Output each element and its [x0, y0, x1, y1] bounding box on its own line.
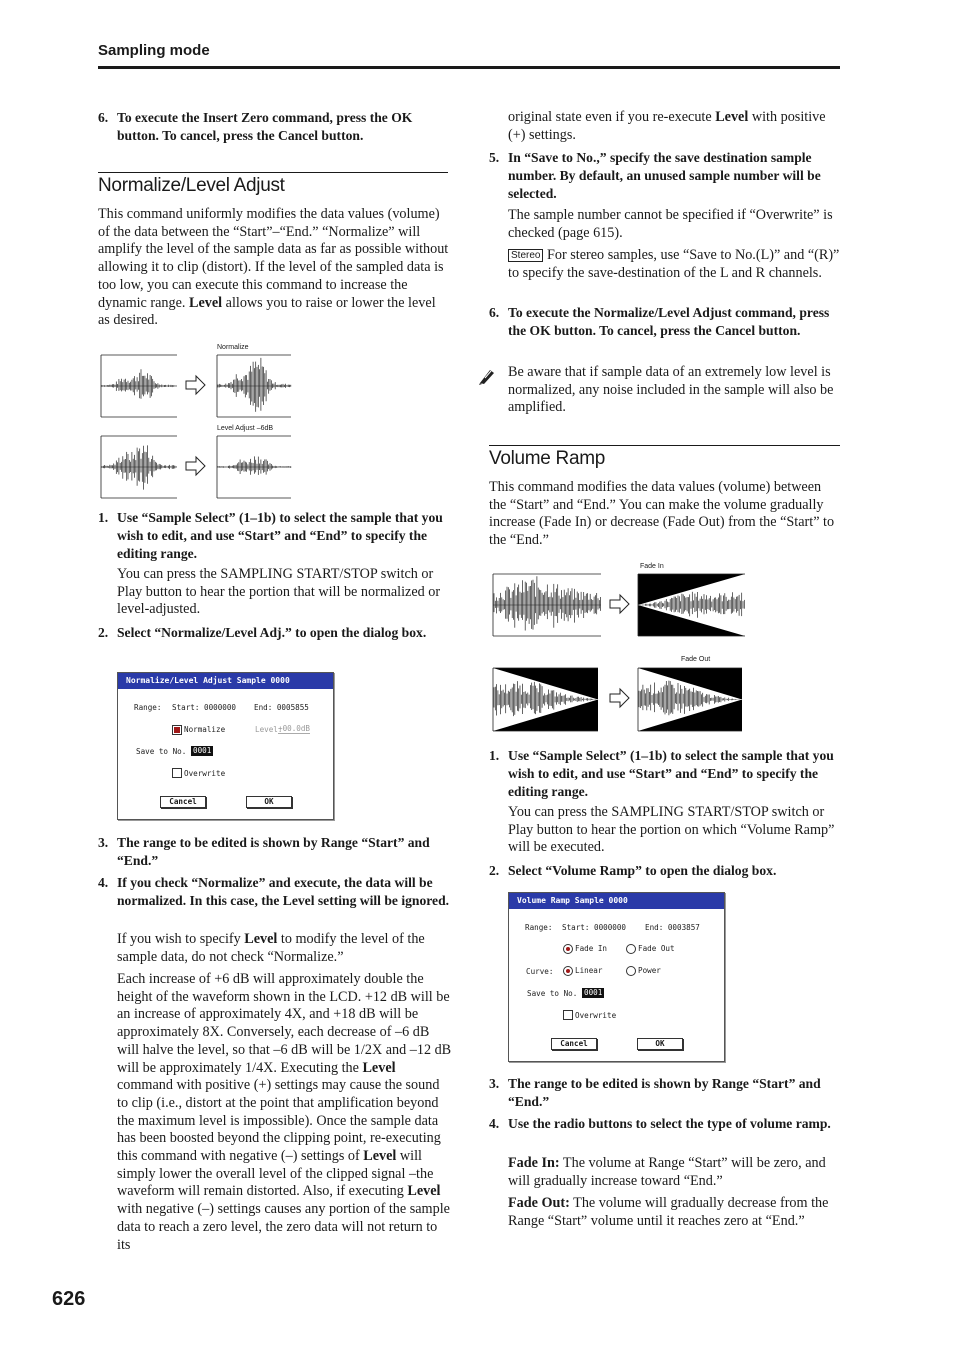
- normalize-step-6: 6. To execute the Normalize/Level Adjust command, press the OK button. To cancel, press the Cancel button.: [489, 305, 830, 338]
- range-start[interactable]: Start: 0000000: [562, 923, 627, 932]
- cancel-button[interactable]: Cancel: [160, 796, 206, 808]
- volume-step-2: 2. Select “Volume Ramp” to open the dialog box.: [489, 863, 777, 878]
- overwrite-checkbox[interactable]: [172, 768, 182, 778]
- normalize-label: Normalize: [184, 725, 226, 734]
- amplify-noise-note: Be aware that if sample data of an extremely low level is normalized, any noise included in the sample will also be amplified.: [508, 364, 834, 416]
- fig-label-fade-in: Fade In: [640, 563, 664, 570]
- normalize-step-1: 1. Use “Sample Select” (1–1b) to select the sample that you wish to edit, and use “Start” and “End” to specify the editing range.: [98, 510, 443, 561]
- dialog-title: Volume Ramp Sample 0000: [509, 893, 724, 909]
- range-label: Range:: [525, 923, 553, 932]
- volume-step-4: 4. Use the radio buttons to select the type of volume ramp.: [489, 1116, 831, 1131]
- normalize-step-1-body: You can press the SAMPLING START/STOP switch or Play button to hear the portion that will be normalized or level-adjusted.: [117, 566, 441, 618]
- waveform-level-adjusted: [217, 456, 291, 475]
- section-rule-normalize: [98, 172, 448, 173]
- normalize-intro: This command uniformly modifies the data values (volume) of the data between the “Start”–“End.” “Normalize” will amplify the level of the sample data as far as possible without allowing it to clip (distort). If the level of the sampled data is too low, you can execute this command to increase the dynamic range. Level allows you to raise or lower the level as desired.: [98, 206, 449, 329]
- linear-label: Linear: [575, 966, 603, 975]
- fade-out-label: Fade Out: [638, 944, 675, 953]
- fade-in-label: Fade In: [575, 944, 608, 953]
- level-field[interactable]: +00.0dB: [278, 724, 311, 733]
- range-end[interactable]: End: 0005855: [254, 703, 309, 712]
- overwrite-checkbox[interactable]: [563, 1010, 573, 1020]
- normalize-figure: [100, 342, 300, 504]
- fade-out-description: Fade Out: The volume will gradually decrease from the Range “Start” volume until it reaches zero at “End.”: [508, 1195, 829, 1229]
- normalize-step-4-body-1: If you wish to specify Level to modify the level of the sample data, do not check “Normalize.”: [117, 931, 425, 965]
- fade-out-radio[interactable]: [626, 944, 636, 954]
- fade-in-radio[interactable]: [563, 944, 573, 954]
- normalize-checkbox[interactable]: [172, 725, 182, 735]
- fig-label-fade-out: Fade Out: [681, 656, 711, 663]
- arrow-right-icon: [186, 376, 205, 394]
- volume-ramp-intro: This command modifies the data values (volume) between the “Start” and “End.” You can make the volume gradually increase (Fade In) or decrease (Fade Out) from the “Start” to the “End.”: [489, 479, 835, 549]
- range-label: Range:: [134, 703, 162, 712]
- volume-step-3: 3. The range to be edited is shown by Range “Start” and “End.”: [489, 1076, 821, 1109]
- waveform-original-fadeout: [493, 668, 598, 731]
- volume-step-1-body: You can press the SAMPLING START/STOP switch or Play button to hear the portion on which “Volume Ramp” will be executed.: [508, 804, 835, 856]
- arrow-right-icon: [186, 457, 205, 475]
- dialog-title: Normalize/Level Adjust Sample 0000: [118, 673, 333, 689]
- save-to-field[interactable]: 0001: [193, 746, 212, 755]
- fig-label-normalize: Normalize: [217, 344, 249, 351]
- normalize-step-2: 2. Select “Normalize/Level Adj.” to open the dialog box.: [98, 625, 427, 640]
- arrow-right-icon: [610, 689, 629, 707]
- normalize-step-5: 5. In “Save to No.,” specify the save destination sample number. By default, an unused sample number will be selected.: [489, 150, 821, 201]
- level-label: Level:: [255, 725, 283, 734]
- volume-ramp-section-title: Volume Ramp: [489, 448, 606, 469]
- linear-radio[interactable]: [563, 966, 573, 976]
- volume-ramp-dialog: [508, 892, 725, 1062]
- section-rule-volume: [489, 445, 840, 446]
- step-6-insert-zero: 6. To execute the Insert Zero command, press the OK button. To cancel, press the Cancel button.: [98, 110, 413, 143]
- cancel-button[interactable]: Cancel: [551, 1038, 597, 1050]
- stereo-badge: Stereo: [508, 249, 543, 262]
- fade-in-description: Fade In: The volume at Range “Start” will be zero, and will gradually increase toward “End.”: [508, 1155, 826, 1189]
- normalize-step-3: 3. The range to be edited is shown by Range “Start” and “End.”: [98, 835, 430, 868]
- ok-button[interactable]: OK: [637, 1038, 683, 1050]
- volume-step-1: 1. Use “Sample Select” (1–1b) to select the sample that you wish to edit, and use “Start” and “End” to specify the editing range.: [489, 748, 834, 799]
- waveform-original-1: [101, 369, 177, 399]
- range-start[interactable]: Start: 0000000: [172, 703, 237, 712]
- fig-label-level-adjust: Level Adjust –6dB: [217, 425, 274, 432]
- waveform-normalized: [217, 358, 291, 412]
- normalize-section-title: Normalize/Level Adjust: [98, 175, 285, 196]
- normalize-step-4-body-2: Each increase of +6 dB will approximately double the height of the waveform shown in the LCD. +12 dB will be an increase of approximately 4X, and +18 dB will be approximately 8X. Conversely, each decrease of –6 dB will halve the level, so that –6 dB will be 1/2X and –12 dB will be approximately 1/4X. Executing the Level command with positive (+) settings may cause the sound to clip (i.e., distort at the point that amplification beyond the maximum level is impossible). Once the sample data has been boosted beyond the clipping point, re-executing this command with negative (–) settings of Level will simply lower the overall level of the clipped signal –the waveform will remain distorted. Also, if executing Level with negative (–) settings causes any portion of the sample data to reach a zero level, the zero data will not return to its: [117, 971, 452, 1253]
- header-rule: [98, 66, 840, 69]
- normalize-dialog: [117, 672, 334, 820]
- stereo-note: Stereo For stereo samples, use “Save to No.(L)” and “(R)” to specify the save-destination of the L and R channels.: [508, 247, 840, 281]
- ok-button[interactable]: OK: [246, 796, 292, 808]
- waveform-fade-in: [638, 574, 745, 636]
- overwrite-label: Overwrite: [184, 769, 226, 778]
- waveform-original-2: [101, 445, 177, 489]
- normalize-step-5-body: The sample number cannot be specified if “Overwrite” is checked (page 615).: [508, 207, 833, 241]
- page-number: 626: [52, 1288, 86, 1310]
- save-to-field[interactable]: 0001: [584, 988, 603, 997]
- waveform-fade-out: [638, 668, 742, 731]
- power-label: Power: [638, 966, 661, 975]
- save-to-label: Save to No.: [527, 989, 578, 998]
- power-radio[interactable]: [626, 966, 636, 976]
- save-to-label: Save to No.: [136, 747, 187, 756]
- arrow-right-icon: [610, 595, 629, 613]
- range-end[interactable]: End: 0003857: [645, 923, 700, 932]
- curve-label: Curve:: [526, 967, 554, 976]
- continuation-text: original state even if you re-execute Level with positive (+) settings.: [508, 109, 826, 143]
- running-header: Sampling mode: [98, 42, 210, 59]
- normalize-step-4: 4. If you check “Normalize” and execute, the data will be normalized. In this case, the Level setting will be ignored.: [98, 875, 450, 908]
- volume-ramp-figure: [491, 560, 751, 740]
- overwrite-label: Overwrite: [575, 1011, 617, 1020]
